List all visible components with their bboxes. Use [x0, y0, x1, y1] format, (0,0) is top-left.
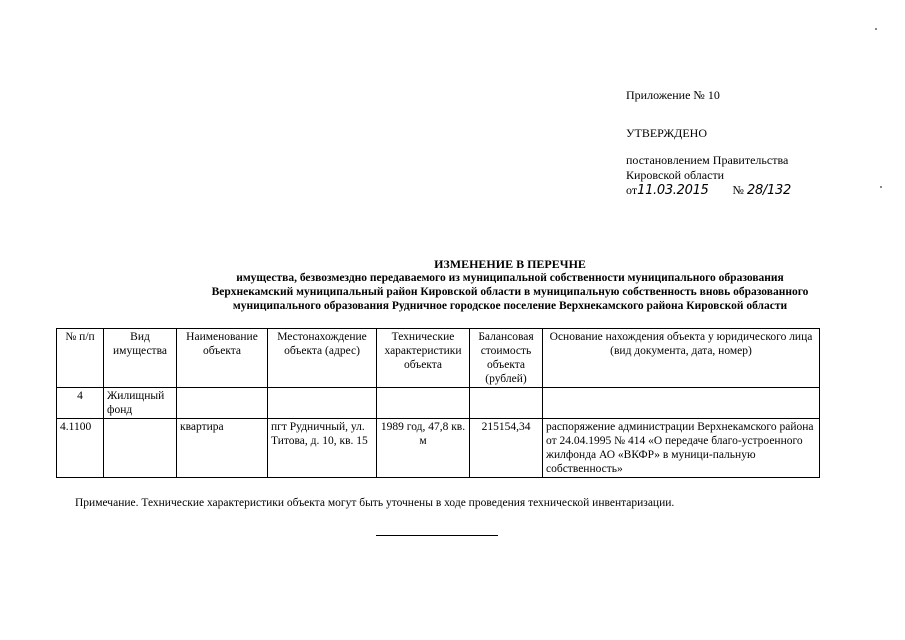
header-basis: Основание нахождения объекта у юридического лица (вид документа, дата, номер) [543, 329, 820, 388]
cell-basis: распоряжение администрации Верхнекамского района от 24.04.1995 № 414 «О передаче благо-устроенного жилфонда АО «ВКФР» в муници-пальную собственность» [543, 419, 820, 478]
header-cost: Балансовая стоимость объекта (рублей) [470, 329, 543, 388]
cell-num: 4.1100 [57, 419, 104, 478]
title-line-3: Верхнекамский муниципальный район Кировской области в муниципальную собственность вновь образованного [211, 286, 809, 298]
cell-cost [470, 388, 543, 419]
cell-name: квартира [177, 419, 268, 478]
closing-rule [376, 535, 498, 536]
handwritten-number: 28/132 [746, 183, 791, 198]
header-tech: Технические характеристики объекта [377, 329, 470, 388]
cell-tech: 1989 год, 47,8 кв. м [377, 419, 470, 478]
header-type: Вид имущества [104, 329, 177, 388]
table-row [57, 388, 820, 419]
decree-block [626, 153, 826, 198]
number-prefix: № [732, 183, 744, 197]
title-line-4: муниципального образования Рудничное городское поселение Верхнекамского района Кировской области [232, 300, 788, 312]
handwritten-date: 11.03.2015 [637, 183, 709, 198]
cell-cost: 215154,34 [470, 419, 543, 478]
property-table [56, 328, 820, 478]
approved-label: УТВЕРЖДЕНО [626, 126, 708, 140]
scan-speck [880, 186, 882, 188]
scan-speck [875, 28, 877, 30]
cell-location [268, 388, 377, 419]
table-header-row [57, 329, 820, 388]
cell-basis [543, 388, 820, 419]
header-num: № п/п [57, 329, 104, 388]
decree-line-1: постановлением Правительства [626, 153, 789, 167]
cell-name [177, 388, 268, 419]
table-row [57, 419, 820, 478]
decree-date-number [626, 183, 826, 198]
cell-type [104, 419, 177, 478]
decree-line-2: Кировской области [626, 168, 725, 182]
document-title [100, 257, 905, 313]
footnote: Примечание. Технические характеристики объекта могут быть уточнены в ходе проведения технической инвентаризации. [75, 497, 675, 509]
cell-type: Жилищный фонд [104, 388, 177, 419]
title-main: ИЗМЕНЕНИЕ В ПЕРЕЧНЕ [434, 257, 586, 271]
title-line-2: имущества, безвозмездно передаваемого из муниципальной собственности муниципального образования [236, 272, 784, 284]
cell-num: 4 [57, 388, 104, 419]
appendix-number: Приложение № 10 [626, 88, 720, 102]
date-prefix: от [626, 183, 638, 197]
header-name: Наименование объекта [177, 329, 268, 388]
cell-tech [377, 388, 470, 419]
cell-location: пгт Рудничный, ул. Титова, д. 10, кв. 15 [268, 419, 377, 478]
header-location: Местонахождение объекта (адрес) [268, 329, 377, 388]
